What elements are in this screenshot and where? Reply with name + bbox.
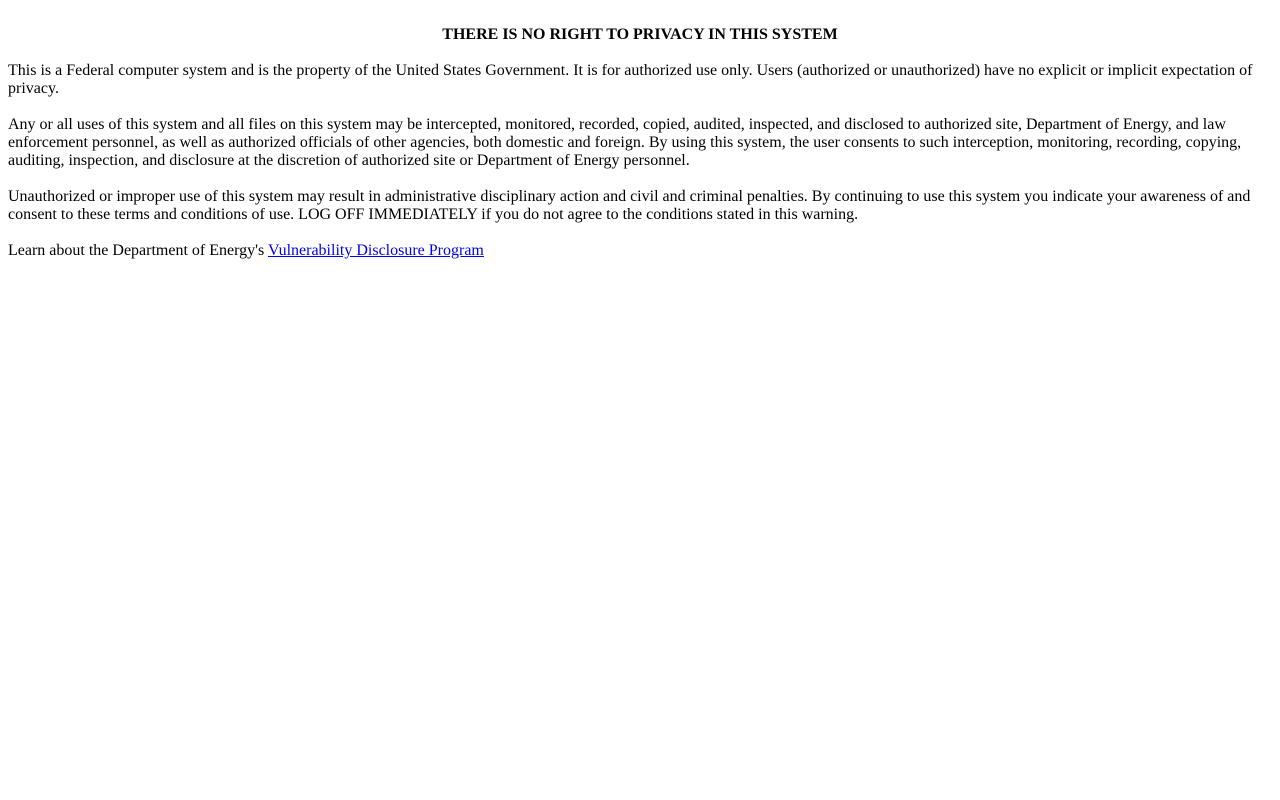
penalties-paragraph: Unauthorized or improper use of this system may result in administrative disciplinary action and civil and criminal penalties. By continuing to use this system you indicate your awareness of and consent to these terms and conditions of use. LOG OFF IMMEDIATELY if you do not agree to the conditions stated in this warning. — [8, 188, 1251, 223]
learn-more-paragraph — [8, 242, 1272, 260]
monitoring-paragraph: Any or all uses of this system and all files on this system may be intercepted, monitored, recorded, copied, audited, inspected, and disclosed to authorized site, Department of Energy, and law enforcement personnel, as well as authorized officials of other agencies, both domestic and foreign. By using this system, the user consents to such interception, monitoring, recording, copying, auditing, inspection, and disclosure at the discretion of authorized site or Department of Energy personnel. — [8, 116, 1242, 169]
learn-more-prefix: Learn about the Department of Energy's — [8, 242, 268, 259]
ownership-paragraph: This is a Federal computer system and is the property of the United States Government. It is for authorized use only. Users (authorized or unauthorized) have no explicit or implicit expectation of privacy. — [8, 62, 1253, 97]
vulnerability-disclosure-link[interactable]: Vulnerability Disclosure Program — [267, 242, 484, 259]
privacy-warning-page — [0, 26, 1280, 260]
warning-title: THERE IS NO RIGHT TO PRIVACY IN THIS SYSTEM — [442, 26, 838, 43]
